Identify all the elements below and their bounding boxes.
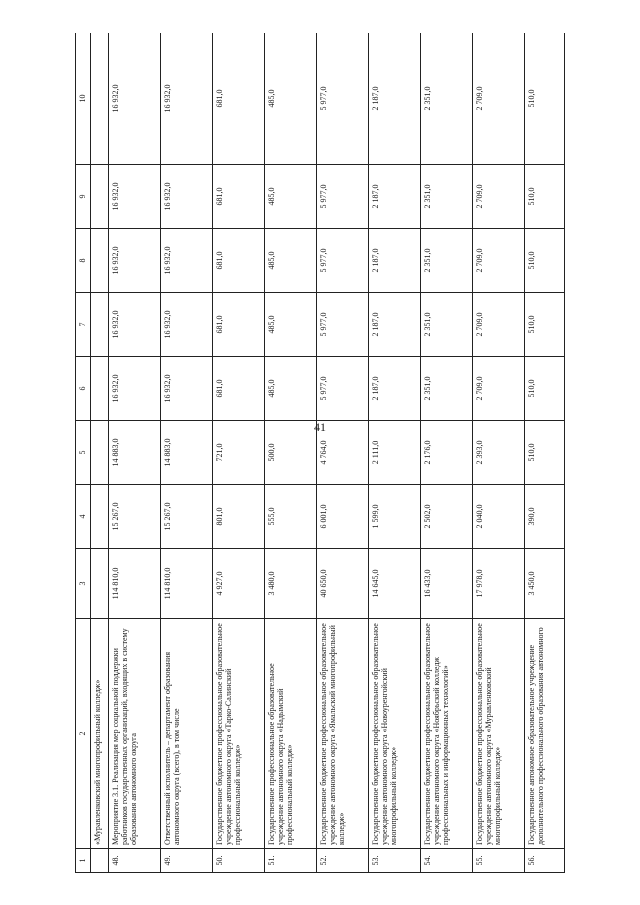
row-name-cell: Мероприятие 3.1. Реализация мер социальной поддержки работников государственных организаций, входящих в систему образования автономного округа — [109, 619, 161, 849]
value-cell: 2 709,0 — [473, 229, 525, 293]
budget-table — [75, 33, 565, 873]
value-cell — [91, 549, 109, 619]
value-cell: 16 433,0 — [421, 549, 473, 619]
column-header: 3 — [76, 549, 91, 619]
value-cell: 510,0 — [525, 421, 565, 485]
value-cell: 2 187,0 — [369, 357, 421, 421]
value-cell: 2 176,0 — [421, 421, 473, 485]
value-cell: 16 932,0 — [109, 165, 161, 229]
value-cell: 3 450,0 — [525, 549, 565, 619]
value-cell: 5 977,0 — [317, 33, 369, 165]
row-name-cell: Государственное бюджетное профессиональное образовательное учреждение автономного округа «Ямальский многопрофильный колледж» — [317, 619, 369, 849]
value-cell: 5 977,0 — [317, 165, 369, 229]
column-header: 7 — [76, 293, 91, 357]
value-cell: 681,0 — [213, 293, 265, 357]
value-cell: 2 351,0 — [421, 293, 473, 357]
value-cell: 555,0 — [265, 485, 317, 549]
table-header-row — [76, 33, 91, 873]
value-cell — [91, 229, 109, 293]
value-cell: 2 502,0 — [421, 485, 473, 549]
value-cell — [91, 421, 109, 485]
value-cell: 510,0 — [525, 33, 565, 165]
value-cell: 14 883,0 — [109, 421, 161, 485]
column-header: 6 — [76, 357, 91, 421]
value-cell: 801,0 — [213, 485, 265, 549]
value-cell: 2 709,0 — [473, 357, 525, 421]
row-number-cell: 48. — [109, 849, 161, 873]
value-cell: 6 001,0 — [317, 485, 369, 549]
value-cell: 1 599,0 — [369, 485, 421, 549]
column-header: 4 — [76, 485, 91, 549]
value-cell: 16 932,0 — [161, 357, 213, 421]
value-cell: 485,0 — [265, 165, 317, 229]
value-cell: 2 111,0 — [369, 421, 421, 485]
column-header: 2 — [76, 619, 91, 849]
row-name-cell: «Муравленковский многопрофильный колледж» — [91, 619, 109, 849]
value-cell: 14 645,0 — [369, 549, 421, 619]
value-cell: 2 709,0 — [473, 293, 525, 357]
value-cell: 721,0 — [213, 421, 265, 485]
value-cell: 16 932,0 — [161, 165, 213, 229]
value-cell: 5 977,0 — [317, 293, 369, 357]
value-cell: 5 977,0 — [317, 357, 369, 421]
value-cell: 2 351,0 — [421, 229, 473, 293]
value-cell — [91, 293, 109, 357]
value-cell: 2 351,0 — [421, 165, 473, 229]
value-cell: 510,0 — [525, 165, 565, 229]
value-cell: 40 650,0 — [317, 549, 369, 619]
value-cell: 2 187,0 — [369, 229, 421, 293]
value-cell: 681,0 — [213, 357, 265, 421]
value-cell: 2 351,0 — [421, 33, 473, 165]
value-cell — [91, 357, 109, 421]
row-name-cell: Государственное бюджетное профессиональное образовательное учреждение автономного округа «Муравленковский многопрофильный колледж» — [473, 619, 525, 849]
value-cell: 510,0 — [525, 229, 565, 293]
value-cell: 2 709,0 — [473, 165, 525, 229]
value-cell: 2 187,0 — [369, 165, 421, 229]
value-cell — [91, 485, 109, 549]
row-number-cell: 52. — [317, 849, 369, 873]
value-cell: 5 977,0 — [317, 229, 369, 293]
row-name-cell: Ответственный исполнитель – департамент образования автономного округа (всего), в том числе — [161, 619, 213, 849]
value-cell: 681,0 — [213, 33, 265, 165]
row-number-cell: 49. — [161, 849, 213, 873]
value-cell: 17 978,0 — [473, 549, 525, 619]
value-cell: 16 932,0 — [161, 229, 213, 293]
rotated-table-container — [75, 33, 600, 873]
value-cell: 16 932,0 — [109, 229, 161, 293]
value-cell: 114 810,0 — [109, 549, 161, 619]
value-cell: 485,0 — [265, 357, 317, 421]
value-cell: 390,0 — [525, 485, 565, 549]
table-row — [317, 33, 369, 873]
value-cell — [91, 33, 109, 165]
row-number-cell: 50. — [213, 849, 265, 873]
value-cell: 114 810,0 — [161, 549, 213, 619]
column-header: 9 — [76, 165, 91, 229]
column-header: 8 — [76, 229, 91, 293]
row-name-cell: Государственное профессиональное образовательное учреждение автономного округа «Надымский профессиональный колледж» — [265, 619, 317, 849]
value-cell: 16 932,0 — [109, 357, 161, 421]
page-number: 41 — [314, 420, 326, 434]
column-header: 10 — [76, 33, 91, 165]
table-row — [525, 33, 565, 873]
value-cell: 16 932,0 — [109, 33, 161, 165]
row-number-cell: 54. — [421, 849, 473, 873]
table-row — [473, 33, 525, 873]
table-row — [421, 33, 473, 873]
value-cell: 681,0 — [213, 229, 265, 293]
row-name-cell: Государственное бюджетное профессиональное образовательное учреждение автономного округа «Ноябрьский колледж профессиональных и информационных технологий» — [421, 619, 473, 849]
row-number-cell: 51. — [265, 849, 317, 873]
value-cell: 500,0 — [265, 421, 317, 485]
column-header: 1 — [76, 849, 91, 873]
row-name-cell: Государственное автономное образовательное учреждение дополнительного профессионального образования автономного — [525, 619, 565, 849]
value-cell: 16 932,0 — [161, 293, 213, 357]
value-cell: 2 393,0 — [473, 421, 525, 485]
table-row — [265, 33, 317, 873]
row-number-cell: 55. — [473, 849, 525, 873]
table-row — [213, 33, 265, 873]
value-cell: 485,0 — [265, 293, 317, 357]
value-cell: 14 883,0 — [161, 421, 213, 485]
value-cell: 2 040,0 — [473, 485, 525, 549]
row-name-cell: Государственное бюджетное профессиональное образовательное учреждение автономного округа «Новоуренгойский многопрофильный колледж» — [369, 619, 421, 849]
value-cell: 16 932,0 — [109, 293, 161, 357]
value-cell — [91, 165, 109, 229]
rotated-table-area — [75, 33, 600, 873]
value-cell: 15 267,0 — [161, 485, 213, 549]
table-row — [161, 33, 213, 873]
row-number-cell — [91, 849, 109, 873]
table-row — [369, 33, 421, 873]
value-cell: 15 267,0 — [109, 485, 161, 549]
row-number-cell: 53. — [369, 849, 421, 873]
value-cell: 485,0 — [265, 33, 317, 165]
table-row — [109, 33, 161, 873]
value-cell: 2 351,0 — [421, 357, 473, 421]
value-cell: 4 764,0 — [317, 421, 369, 485]
value-cell: 2 187,0 — [369, 293, 421, 357]
row-name-cell: Государственное бюджетное профессиональное образовательное учреждение автономного округа «Тарко-Салинский профессиональный колледж» — [213, 619, 265, 849]
value-cell: 16 932,0 — [161, 33, 213, 165]
value-cell: 681,0 — [213, 165, 265, 229]
value-cell: 3 480,0 — [265, 549, 317, 619]
value-cell: 485,0 — [265, 229, 317, 293]
value-cell: 510,0 — [525, 357, 565, 421]
row-number-cell: 56. — [525, 849, 565, 873]
value-cell: 2 709,0 — [473, 33, 525, 165]
column-header: 5 — [76, 421, 91, 485]
value-cell: 2 187,0 — [369, 33, 421, 165]
value-cell: 510,0 — [525, 293, 565, 357]
value-cell: 4 927,0 — [213, 549, 265, 619]
table-row — [91, 33, 109, 873]
